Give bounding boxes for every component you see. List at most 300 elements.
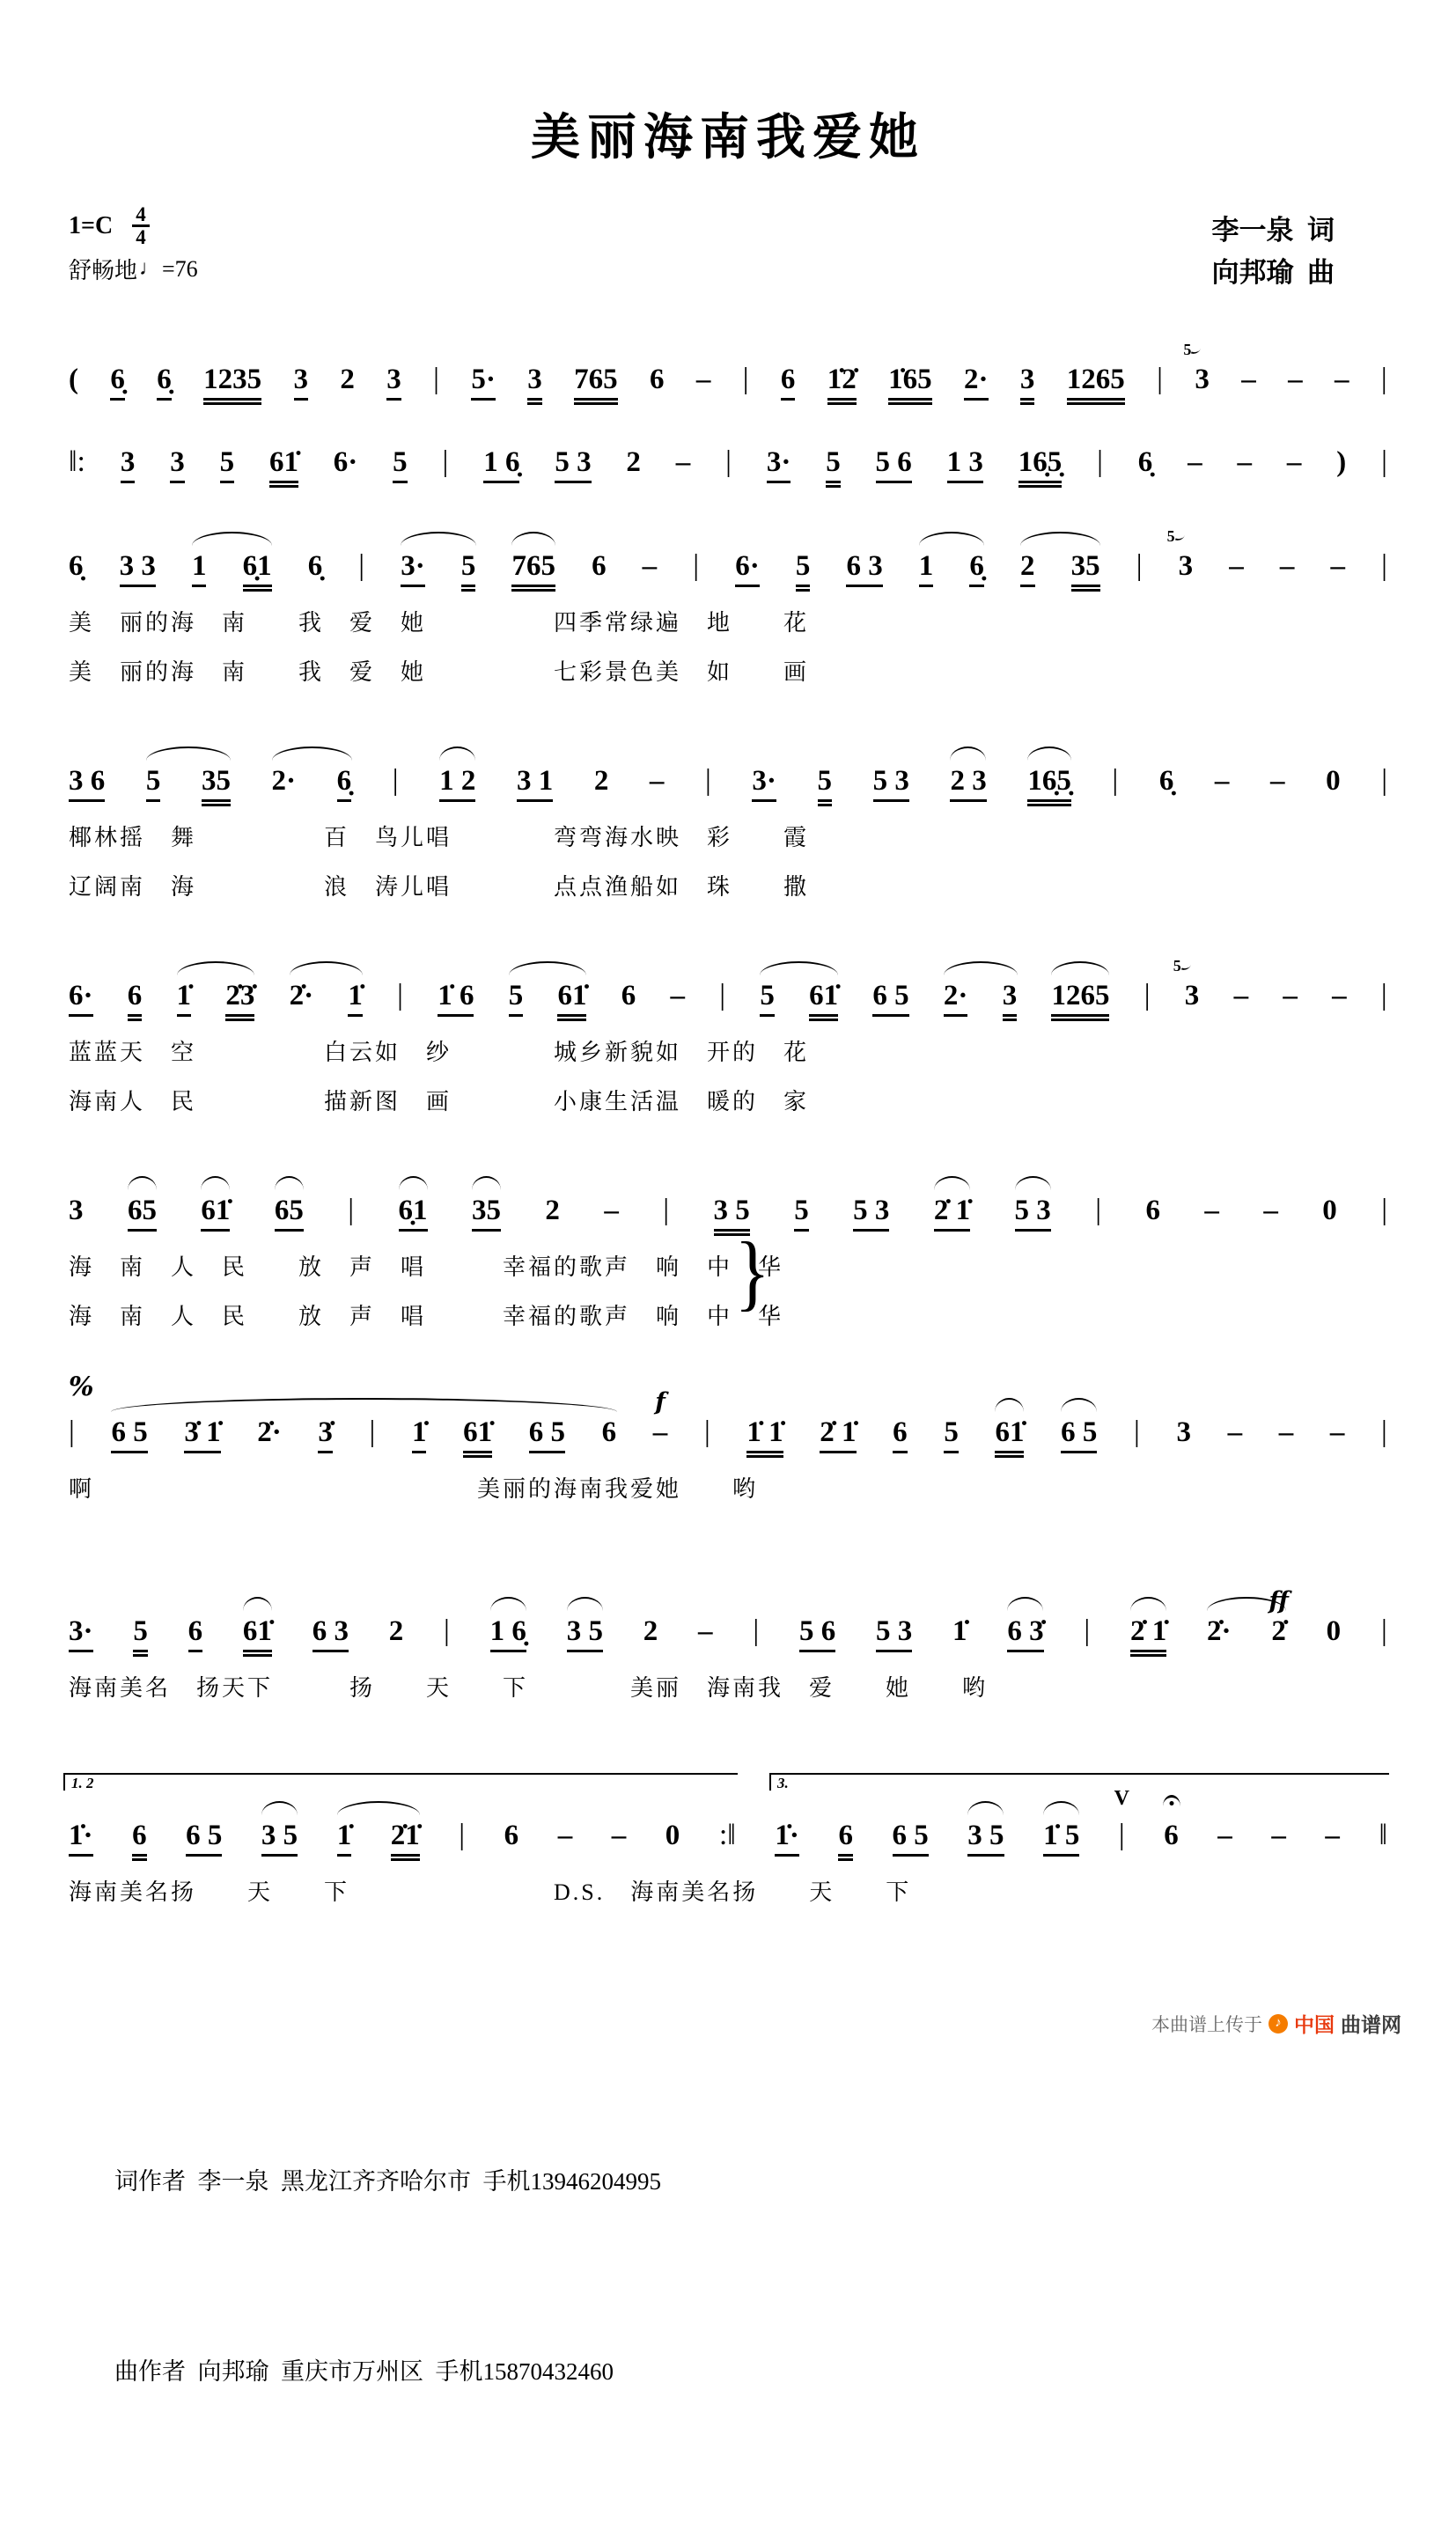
slur-arc: [760, 961, 838, 975]
barline: |: [459, 1819, 466, 1851]
lyrics-line: 美 丽的海 南 我 爱 她 七彩景色美 如 画: [69, 659, 810, 685]
music-system: [69, 1167, 1387, 1335]
slur-arc: [1020, 532, 1100, 546]
barline: |: [1381, 549, 1387, 582]
dash-token: –: [649, 765, 665, 797]
lyrics-line: 辽阔南 海 浪 涛儿唱 点点渔船如 珠 撒: [69, 874, 810, 900]
note-token: 5: [393, 446, 408, 483]
note-token: 2·: [964, 364, 989, 401]
note-token: 1̇: [348, 980, 363, 1017]
tempo-marking: [69, 253, 1387, 285]
slur-arc: [401, 532, 476, 546]
note-token: 5: [794, 1195, 809, 1232]
note-token: 2: [1020, 550, 1035, 587]
quarter-note-icon: ♩: [139, 257, 161, 280]
barline: |: [1157, 363, 1163, 395]
slur-arc: [192, 532, 272, 546]
dash-token: –: [1229, 550, 1244, 582]
note-token: 6̣: [157, 364, 172, 401]
barline: |: [433, 363, 439, 395]
note-token: 5 3: [873, 765, 909, 802]
slur-arc: [201, 1176, 230, 1190]
barline: |: [725, 445, 732, 478]
note-token: 6: [1145, 1195, 1160, 1226]
barline: |: [1095, 1194, 1101, 1226]
barline: | V: [1114, 1787, 1129, 1851]
note-token: 3 5: [1166, 527, 1194, 582]
lyrics-line: 美 丽的海 南 我 爱 她 四季常绿遍 地 花: [69, 610, 810, 636]
note-token: 6: [781, 364, 796, 401]
tempo-label: 舒畅地: [69, 258, 138, 283]
note-token: 6̣: [969, 550, 984, 587]
slur-arc: [1043, 1801, 1079, 1815]
note-token: 6̣: [1158, 765, 1174, 797]
slur-arc: [950, 746, 986, 761]
note-token: 1̇ 5: [1043, 1820, 1079, 1857]
note-token: 6: [838, 1820, 853, 1861]
notation-row: [69, 336, 1387, 405]
note-token: 5 6: [876, 446, 912, 483]
note-token: 6 5: [529, 1416, 565, 1453]
barline: |: [444, 1614, 450, 1647]
systems-container: [69, 336, 1387, 1910]
note-token: 6: [649, 364, 665, 395]
barline: |: [1133, 1416, 1140, 1448]
dash-token: –: [642, 550, 658, 582]
slur-arc: [1051, 961, 1109, 975]
note-token: 765: [511, 550, 555, 592]
composer-credit: 向邦瑜 曲: [1211, 257, 1335, 288]
note-token: 5 3: [555, 446, 591, 483]
music-system: [69, 1769, 1387, 1910]
note-token: 5 3: [1015, 1195, 1051, 1232]
note-token: 2: [545, 1195, 560, 1226]
note-token: 1 6̣: [490, 1615, 526, 1652]
rest-token: 0: [1326, 1615, 1342, 1647]
dash-token: –: [1334, 364, 1349, 395]
barline: |: [1380, 979, 1387, 1011]
note-token: 2 3: [950, 765, 986, 802]
note-token: 6̣: [307, 550, 323, 582]
grace-note: 5: [1183, 341, 1200, 359]
dynamic-marking: f: [655, 1388, 665, 1416]
barline: |: [397, 979, 403, 1011]
watermark-prefix: 本曲谱上传于: [1151, 2013, 1262, 2035]
note-token: 5 3: [876, 1615, 912, 1652]
music-system: [69, 738, 1387, 905]
slur-arc: [439, 746, 475, 761]
note-token: 3·: [69, 1615, 93, 1652]
music-system: [69, 1588, 1387, 1706]
note-token: 5: [146, 765, 161, 802]
barline: |: [1112, 764, 1119, 797]
note-token: 2̇ 1̇: [820, 1416, 856, 1453]
dash-token: –: [611, 1820, 627, 1851]
note-token: 6 5: [872, 980, 908, 1017]
volta-label: 1. 2: [71, 1775, 94, 1791]
barline: |: [1381, 1194, 1387, 1226]
note-token: 1̇: [952, 1615, 967, 1647]
barline: |: [703, 1416, 710, 1448]
barline: |: [1084, 1614, 1091, 1647]
note-token: 3·: [401, 550, 425, 587]
note-token: 61̇: [995, 1416, 1024, 1458]
music-system: [69, 952, 1387, 1120]
note-token: 3: [527, 364, 542, 405]
time-signature: [132, 204, 150, 247]
note-token: 3: [69, 1195, 84, 1226]
note-token: 3·: [767, 446, 791, 483]
barline: |: [719, 979, 726, 1011]
note-token: 765: [574, 364, 618, 405]
lyricist-contact: 词作者 李一泉 黑龙江齐齐哈尔市 手机13946204995: [114, 2168, 661, 2195]
note-token: 5 3: [853, 1195, 889, 1232]
note-token: 6: [893, 1416, 908, 1453]
dynamic-marking: ff: [1268, 1587, 1289, 1614]
watermark-site-link-2[interactable]: 曲谱网: [1341, 2014, 1401, 2036]
note-token: 2̇ 1̇: [1130, 1615, 1166, 1657]
note-token: 6 3: [313, 1615, 349, 1652]
dash-token: –: [604, 1195, 619, 1226]
dash-token: –: [1279, 550, 1295, 582]
note-token: 6·: [69, 980, 93, 1017]
volta-bracket: [769, 1773, 1389, 1791]
note-token: 3 5: [714, 1195, 750, 1236]
music-note-icon: ♪: [1268, 2014, 1288, 2034]
barline: |: [348, 1194, 355, 1226]
note-token: 2: [388, 1615, 404, 1647]
note-token: 2: [626, 446, 641, 478]
slur-arc: [1015, 1176, 1051, 1190]
lyrics-line: 海南美名扬 天 下 D.S. 海南美名扬 天 下: [69, 1879, 912, 1905]
slur-arc: [272, 746, 352, 761]
slur-arc: [490, 1597, 526, 1611]
note-token: 6: [128, 980, 143, 1021]
note-token: 6·: [333, 446, 358, 478]
dash-token: –: [1217, 1820, 1232, 1851]
dash-token: –: [1283, 980, 1298, 1011]
dash-token: –: [1330, 550, 1345, 582]
note-token: 3: [294, 364, 309, 401]
dash-token: –: [670, 980, 686, 1011]
dash-token: –: [1237, 446, 1253, 478]
barline: |: [1381, 764, 1387, 797]
slur-arc: [934, 1176, 970, 1190]
dash-token: –: [1329, 1416, 1345, 1448]
slur-arc: [1061, 1398, 1097, 1412]
dash-token: –: [695, 364, 711, 395]
dash-token: –: [1188, 446, 1202, 478]
barline: | %: [69, 1372, 94, 1448]
music-system: [69, 336, 1387, 405]
page-title: 美丽海南我爱她: [531, 111, 925, 165]
note-token: 6: [188, 1615, 203, 1652]
note-token: 5: [760, 980, 775, 1017]
note-token: 6: [592, 550, 607, 582]
note-token: 5·: [471, 364, 496, 401]
grace-note: 5: [1167, 527, 1184, 546]
note-token: 6 5: [186, 1820, 222, 1857]
note-token: 2·: [271, 765, 297, 797]
note-token: 2·: [944, 980, 968, 1017]
barline: |: [693, 549, 700, 582]
note-token: 1̇: [412, 1416, 427, 1453]
dash-token: –: [1288, 364, 1303, 395]
rest-token: 0: [1322, 1195, 1337, 1226]
slur-arc: [1007, 1597, 1043, 1611]
barline: |: [358, 549, 365, 582]
note-token: 16̣5̣: [1027, 765, 1071, 806]
note-token: 61̇: [463, 1416, 492, 1458]
note-token: 1235: [203, 364, 261, 405]
note-token: 6: [132, 1820, 147, 1861]
note-token: 1265: [1067, 364, 1125, 405]
note-token: 3̇: [318, 1416, 333, 1453]
slur-arc: [290, 961, 363, 975]
note-token: 1: [192, 550, 207, 587]
note-token: 1: [919, 550, 934, 587]
dash-token: –: [557, 1820, 573, 1851]
note-token: 2̇3̇: [225, 980, 254, 1021]
notation-row: [69, 1167, 1387, 1236]
dash-token: –: [1204, 1195, 1219, 1226]
slur-arc: [337, 1801, 420, 1815]
note-token: 6 5: [111, 1416, 147, 1453]
slur-arc: [399, 1176, 428, 1190]
notation-row: [69, 1769, 1387, 1861]
note-token: 3̇ 1̇: [184, 1416, 220, 1453]
time-signature-top: 4: [132, 204, 150, 227]
note-token: 5: [826, 446, 841, 488]
note-token: 35: [202, 765, 231, 806]
lyrics-line: 海 南 人 民 放 声 唱 幸福的歌声 响 中 华: [69, 1304, 784, 1329]
note-token: 5: [944, 1416, 959, 1453]
key-signature: [69, 204, 1387, 247]
note-token: 2̇1̇: [391, 1820, 420, 1861]
barline: |: [1380, 363, 1387, 395]
note-token: 3 5: [1183, 341, 1210, 395]
note-token: 3: [1003, 980, 1018, 1021]
note-token: 6̣: [110, 364, 125, 401]
slur-arc: [944, 961, 1018, 975]
note-token: 3 5: [567, 1615, 603, 1652]
barline: |: [1381, 1416, 1387, 1448]
repeat-brace: }: [734, 1225, 770, 1320]
barline: |: [1143, 979, 1151, 1011]
barline: |: [753, 1614, 760, 1647]
note-token: 6̣: [1137, 446, 1153, 478]
note-token: 3 1: [517, 765, 553, 802]
music-system: [69, 419, 1387, 488]
note-token: 1 3: [947, 446, 983, 483]
slur-arc: [177, 961, 254, 975]
note-token: 1265: [1051, 980, 1109, 1021]
note-token: 1 2: [439, 765, 475, 802]
composer-contact: 曲作者 向邦瑜 重庆市万州区 手机15870432460: [114, 2358, 614, 2385]
slur-arc: [509, 961, 586, 975]
note-token: 6: [1164, 1820, 1179, 1852]
note-token: 6: [504, 1820, 519, 1851]
note-token: 6̣1: [399, 1195, 428, 1232]
slur-arc: [919, 532, 984, 546]
tempo-value: =76: [162, 255, 198, 282]
barline: ‖:: [69, 445, 85, 478]
note-token: 6̣: [337, 765, 352, 802]
grace-note: 5: [1173, 957, 1190, 975]
volta-label: 3.: [777, 1775, 789, 1791]
notation-row: [69, 738, 1387, 806]
note-token: 61̇: [243, 1615, 272, 1657]
note-token: 16̣5̣: [1018, 446, 1063, 488]
slur-arc: [511, 532, 555, 546]
dash-token: –: [1233, 980, 1249, 1011]
slur-arc: [243, 1597, 272, 1611]
note-token: 6: [621, 980, 636, 1011]
note-token: 61̇: [809, 980, 838, 1021]
note-token: 3: [1176, 1416, 1191, 1448]
credits: [1212, 210, 1335, 294]
note-token: 2̇ ff: [1268, 1587, 1289, 1647]
lyrics-line: 椰林摇 舞 百 鸟儿唱 弯弯海水映 彩 霞: [69, 825, 810, 850]
notation-row: [69, 523, 1387, 592]
fermata-icon: [1163, 1795, 1180, 1806]
note-token: 61̇: [269, 446, 298, 488]
note-token: 1̇ 1̇: [746, 1416, 783, 1458]
notation-row: [69, 419, 1387, 488]
slur-arc: [995, 1398, 1024, 1412]
note-token: 1̇·: [775, 1820, 799, 1857]
note-token: 5: [133, 1615, 148, 1657]
note-token: 3 5: [967, 1820, 1004, 1857]
slur-arc: [275, 1176, 304, 1190]
lyrics-line: 啊 美丽的海南我爱她 哟: [69, 1476, 759, 1502]
notation-row: [69, 1588, 1387, 1657]
lyrics-line: 海南人 民 描新图 画 小康生活温 暖的 家: [69, 1089, 810, 1114]
slur-arc: [567, 1597, 603, 1611]
note-token: 35: [472, 1195, 501, 1232]
note-token: 1̇·: [69, 1820, 93, 1857]
dash-token: –: [1286, 446, 1302, 478]
volta-bracket: [63, 1773, 738, 1791]
note-token: 6 5: [893, 1820, 929, 1857]
note-token: 5: [818, 765, 833, 806]
slur-arc: [1027, 746, 1071, 761]
segno-icon: %: [69, 1372, 94, 1402]
notation-row: [69, 1372, 1387, 1458]
lyrics-line: 海 南 人 民 放 声 唱 幸福的歌声 响 中 华: [69, 1254, 784, 1280]
note-token: ): [1336, 446, 1347, 478]
dash-token: –: [1325, 1820, 1340, 1851]
barline: |: [1136, 549, 1143, 582]
note-token: 1̇: [337, 1820, 352, 1857]
note-token: 1̇ 6: [438, 980, 474, 1017]
barline: :‖: [718, 1819, 736, 1851]
note-token: 5: [796, 550, 811, 592]
dash-token: –: [1270, 765, 1285, 797]
rest-token: 0: [1326, 765, 1341, 797]
barline: |: [742, 363, 749, 395]
barline: ‖: [1379, 1819, 1387, 1851]
note-token: 2: [593, 765, 609, 797]
note-token: 6: [601, 1416, 617, 1448]
barline: |: [663, 1194, 670, 1226]
dash-token: –: [1263, 1195, 1278, 1226]
note-token: 6 3: [846, 550, 882, 587]
note-token: 3: [1020, 364, 1035, 405]
lyrics-line: 海南美名 扬天下 扬 天 下 美丽 海南我 爱 她 哟: [69, 1675, 989, 1701]
breath-mark-icon: V: [1114, 1787, 1129, 1810]
note-token: 2: [340, 364, 355, 395]
barline: |: [1380, 1614, 1387, 1647]
slur-arc: [128, 1176, 157, 1190]
slur-arc: [967, 1801, 1004, 1815]
note-token: 2̇·: [289, 980, 314, 1011]
note-token: 3 5: [1173, 957, 1200, 1011]
note-token: (: [69, 364, 78, 395]
note-token: 2̇ 1̇: [934, 1195, 970, 1232]
music-system: [69, 1372, 1387, 1507]
note-token: 1̇2̇: [827, 364, 857, 405]
dash-token: –: [675, 446, 691, 478]
note-token: 5: [509, 980, 524, 1017]
note-token: 3: [386, 364, 401, 401]
note-token: 65: [128, 1195, 157, 1232]
note-token: 61̇: [557, 980, 586, 1021]
barline: |: [442, 445, 449, 478]
note-token: 6 5: [1061, 1416, 1097, 1453]
note-token: 2: [643, 1615, 658, 1647]
note-token: 3: [170, 446, 185, 483]
note-token: 1̇: [177, 980, 192, 1017]
barline: |: [1381, 445, 1387, 478]
note-token: 3 3: [120, 550, 156, 587]
watermark-site-link[interactable]: 中国: [1294, 2014, 1335, 2036]
notation-row: [69, 952, 1387, 1021]
barline: |: [369, 1416, 376, 1448]
dash-token: – f: [652, 1388, 668, 1448]
note-token: 6̣: [69, 550, 84, 582]
note-token: 5 6: [799, 1615, 835, 1652]
note-token: 5: [220, 446, 235, 483]
dash-token: –: [1332, 980, 1347, 1011]
note-token: 5: [461, 550, 476, 592]
slur-arc: [146, 746, 231, 761]
dash-token: –: [698, 1615, 713, 1647]
note-token: 3·: [752, 765, 776, 802]
lyrics-line: 蓝蓝天 空 白云如 纱 城乡新貌如 开的 花: [69, 1040, 810, 1065]
dash-token: –: [1214, 765, 1230, 797]
note-token: 3 5: [261, 1820, 298, 1857]
note-token: 2̇·: [1207, 1615, 1232, 1647]
rest-token: 0: [665, 1820, 680, 1851]
barline: |: [1097, 445, 1103, 478]
slur-arc: [111, 1398, 617, 1412]
slur-arc: [472, 1176, 501, 1190]
slur-arc: [1130, 1597, 1166, 1611]
note-token: 1 6̣: [483, 446, 519, 483]
note-token: 6 3̇: [1007, 1615, 1043, 1652]
dash-token: –: [1271, 1820, 1286, 1851]
note-token: 3 6: [69, 765, 105, 802]
note-token: 65: [275, 1195, 304, 1232]
barline: |: [392, 764, 399, 797]
note-token: 6·: [735, 550, 760, 587]
note-token: 6̣1: [243, 550, 272, 592]
contact-footer: [114, 2023, 1387, 2530]
note-token: 35: [1071, 550, 1100, 592]
note-token: 2̇·: [257, 1416, 282, 1448]
dash-token: –: [1227, 1416, 1243, 1448]
